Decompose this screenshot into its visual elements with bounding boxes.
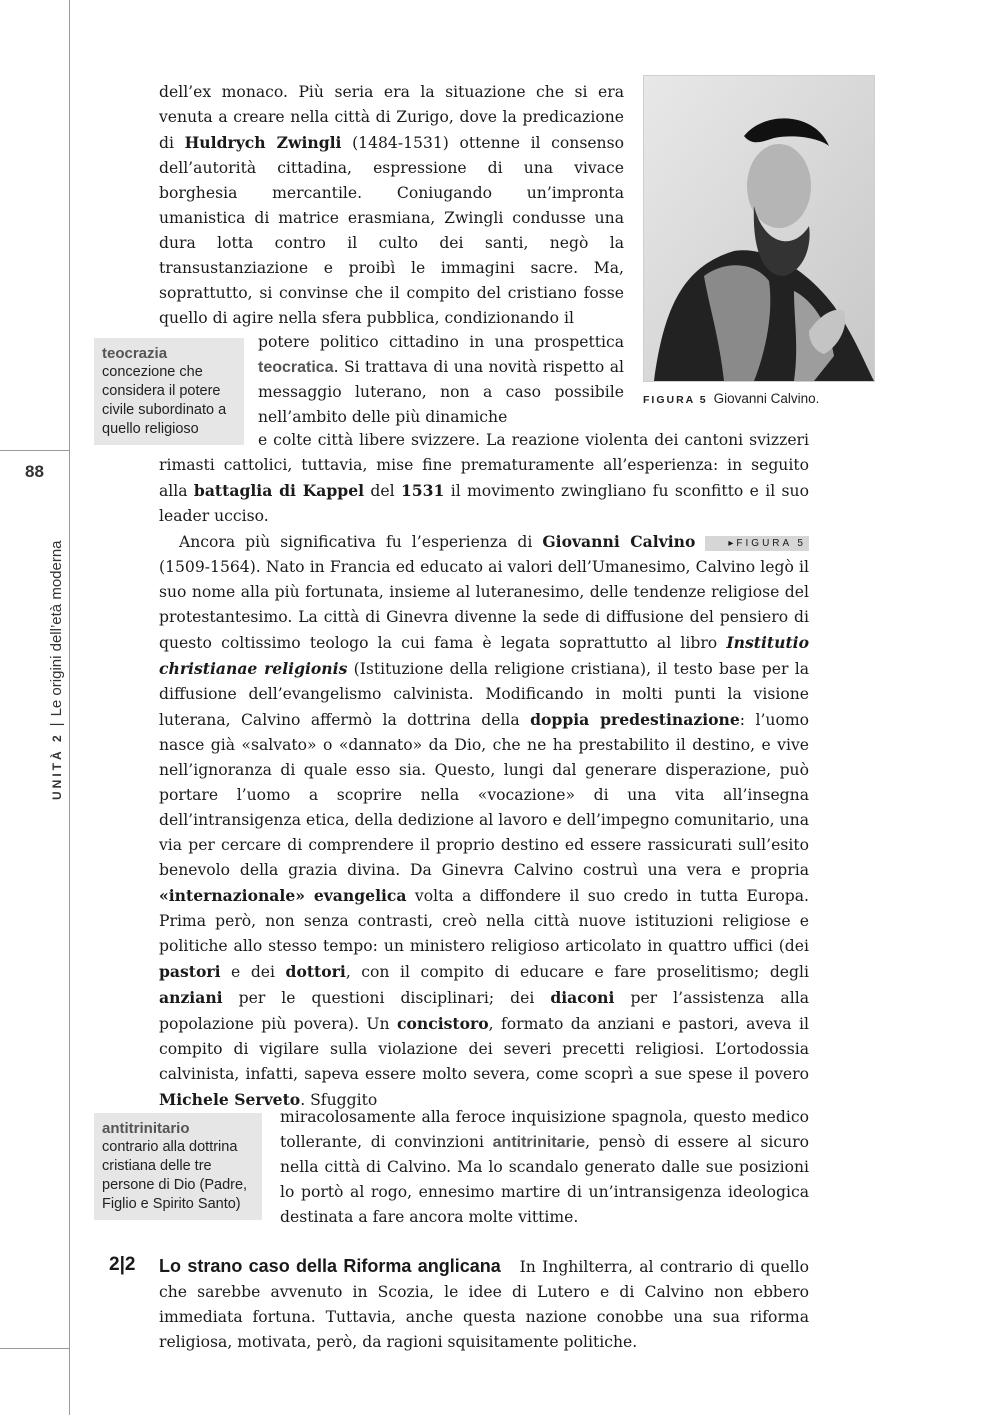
running-head [48, 540, 65, 800]
margin-tick [0, 450, 69, 451]
caption-text: Giovanni Calvino. [713, 391, 820, 406]
margin-tick [0, 1348, 69, 1349]
margin-rule [69, 0, 70, 1415]
glossary-term-teocratica: teocratica [258, 359, 334, 376]
page-number: 88 [25, 462, 44, 481]
name-serveto: Michele Serveto [159, 1090, 301, 1109]
glossary-term-antitrinitarie: antitrinitarie [492, 1134, 586, 1151]
term-doppia-predestinazione: doppia predestinazione [530, 710, 740, 729]
figure-caption [643, 391, 819, 406]
unit-label: UNITÀ 2 [50, 732, 64, 800]
section-paragraph [159, 1254, 809, 1355]
paragraph-zwingli-a: dell’ex monaco. Più seria era la situazione che si era venuta a creare nella città di Zurigo, dove la predicazione di Huldrych Zwingli (1484-1531) ottenne il consenso dell’autorità cittadina, espressione di una vivace borghesia mercantile. Coniugando un’impronta umanistica di matrice erasmiana, Zwingli condusse una dura lotta contro il culto dei santi, negò la transustanziazione e proibì le immagini sacre. Ma, soprattutto, si convinse che il compito del cristiano fosse quello di agire nella sfera pubblica, condizionando il [159, 83, 624, 327]
running-head-separator: | [48, 722, 65, 727]
paragraph-zwingli-c: e colte città libere svizzere. La reazione violenta dei cantoni svizzeri rimasti cattolici, tuttavia, mise fine prematuramente all’esperienza: in seguito alla battaglia di Kappel del 1531 il movimento zwingliano fu sconfitto e il suo leader ucciso. Ancora più significativa fu l’esperienza di Giovanni Calvino ▸FIGURA 5 (1509-1564). Nato in Francia ed educato ai valori dell’Umanesimo, Calvino legò il suo nome alla più fortunata, insieme al luteranesimo, delle tendenze religiose del protestantesimo. La città di Ginevra divenne la sede di diffusione del pensiero di questo coltissimo teologo la cui fama è legata soprattutto al libro Institutio christianae religionis (Istituzione della religione cristiana), il testo base per la diffusione dell’evangelismo calvinista. Modificando in molti punti la visione luterana, Calvino affermò la dottrina della doppia predestinazione: l’uomo nasce già «salvato» o «dannato» da Dio, che ne ha prestabilito il destino, e vive nell’ignoranza di quale esso sia. Questo, lungi dal generare disperazione, può portare l’uomo a scoprire nella «vocazione» di una vita all’insegna dell’intransigenza etica, della dedizione al lavoro e dell’impegno comunitario, una via per cercare di comprendere il proprio destino ed essere rassicurati sull’esito benevolo della grazia divina. Da Ginevra Calvino costruì una vera e propria «internazionale» evangelica volta a diffondere il suo credo in tutta Europa. Prima però, non senza contrasti, creò nella città nuove istituzioni religiose e politiche allo stesso tempo: un ministero religioso articolato in quattro uffici (dei pastori e dei dottori, con il compito di educare e fare proselitismo; degli anziani per le questioni disciplinari; dei diaconi per l’assistenza alla popolazione più povera). Un concistoro, formato da anziani e pastori, aveva il compito di vigilare sulla violazione dei severi precetti religiosi. L’ortodossia calvinista, infatti, sapeva essere molto severa, come scoprì a sue spese il povero Michele Serveto. Sfuggito [159, 431, 810, 1109]
figure-label: FIGURA 5 [643, 394, 708, 406]
paragraph-serveto: miracolosamente alla feroce inquisizione spagnola, questo medico tollerante, di convinzioni antitrinitarie, pensò di essere al sicuro nella città di Calvino. Ma lo scandalo generato dalle sue posizioni lo portò al rogo, ennesimo martire di un’intransigenza ideologica destinata a fare ancora molte vittime. [280, 1108, 809, 1226]
term-internazionale: «internazionale» evangelica [159, 886, 407, 905]
book-title: Institutio christianae religionis [159, 633, 809, 678]
glossary-box-antitrinitario [94, 1113, 262, 1220]
name-calvino: Giovanni Calvino [542, 532, 696, 551]
section-number: 2|2 [109, 1254, 136, 1275]
section-text: In Inghilterra, al contrario di quello che sarebbe avvenuto in Scozia, le idee di Lutero e di Calvino non ebbero immediata fortuna. Tuttavia, anche questa nazione conobbe una sua riforma religiosa, motivata, però, da ragioni squisitamente politiche. [159, 1258, 810, 1351]
portrait-illustration [644, 76, 874, 381]
chapter-title: Le origini dell’età moderna [48, 540, 65, 717]
paragraph-zwingli-b: potere politico cittadino in una prospettica teocratica. Si trattava di una novità rispetto al messaggio luterano, non a caso possibile nell’ambito delle più dinamiche [258, 333, 624, 426]
name-zwingli: Huldrych Zwingli [184, 133, 342, 152]
year-1531: 1531 [400, 481, 445, 500]
portrait-image [643, 75, 875, 382]
figure-reference[interactable]: ▸FIGURA 5 [705, 536, 809, 551]
battle-kappel: battaglia di Kappel [193, 481, 365, 500]
glossary-definition: contrario alla dottrina cristiana delle tre persone di Dio (Padre, Figlio e Spirito Santo) [102, 1139, 248, 1212]
glossary-definition: concezione che considera il potere civile subordinato a quello religioso [102, 364, 227, 437]
section-title: Lo strano caso della Riforma anglicana [159, 1256, 501, 1276]
glossary-term: antitrinitario [102, 1120, 190, 1137]
glossary-term: teocrazia [102, 345, 168, 362]
